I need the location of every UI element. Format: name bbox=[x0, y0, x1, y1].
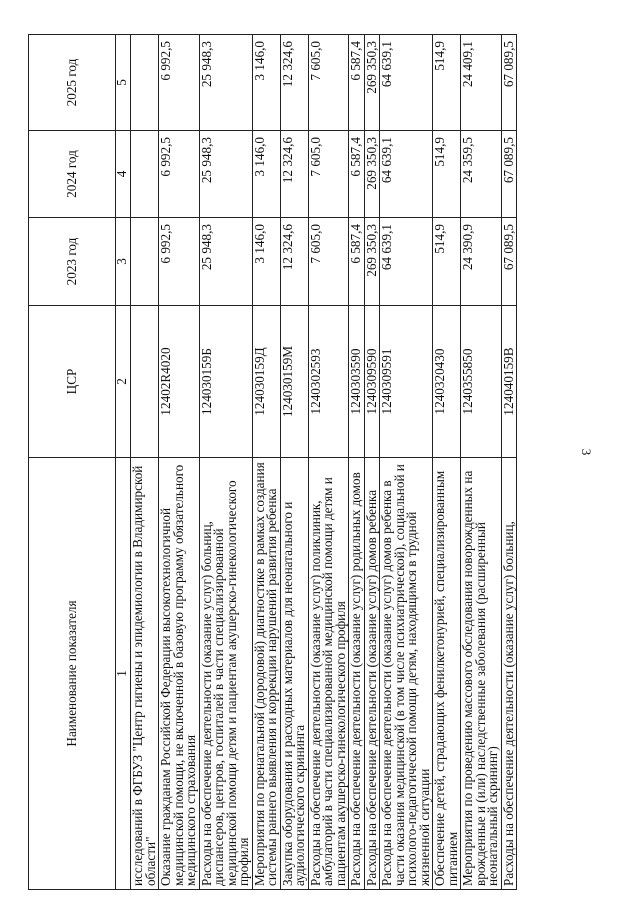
row-name: Расходы на обеспечение деятельности (оказание услуг) домов ребенка в части оказания медицинской (в том числе психиатрической), социальной и психолого-педагогической помощи детям, находящимся в трудной жизненной ситуации bbox=[380, 458, 433, 890]
row-value-2024: 24 359,5 bbox=[461, 131, 502, 218]
row-value-2024: 6 992,5 bbox=[159, 131, 200, 218]
row-code: 124030159Д bbox=[252, 306, 280, 458]
table-row bbox=[433, 35, 461, 890]
row-code: 1240355850 bbox=[461, 306, 502, 458]
column-number: 2 bbox=[116, 306, 131, 458]
row-code: 1240302593 bbox=[308, 306, 349, 458]
table-row bbox=[308, 35, 349, 890]
row-value-2023: 6 587,4 bbox=[349, 218, 365, 306]
table-row bbox=[501, 35, 517, 890]
row-name: Мероприятия по пренатальной (дородовой) диагностике в рамках создания системы раннего выявления и коррекции нарушений развития ребенка bbox=[252, 458, 280, 890]
row-name: Расходы на обеспечение деятельности (оказание услуг) родильных домов bbox=[349, 458, 365, 890]
row-code: 1240309590 bbox=[364, 306, 380, 458]
row-value-2023: 3 146,0 bbox=[252, 218, 280, 306]
row-value-2024: 269 350,3 bbox=[364, 131, 380, 218]
row-value-2025: 24 409,1 bbox=[461, 35, 502, 131]
row-value-2023: 67 089,5 bbox=[501, 218, 517, 306]
row-name: Расходы на обеспечение деятельности (оказание услуг) больниц, диспансеров, центров, госпиталей в части специализированной медицинской помощи детям и пациентам акушерско-гинекологического профиля bbox=[199, 458, 252, 890]
row-value-2025: 3 146,0 bbox=[252, 35, 280, 131]
table-row bbox=[280, 35, 308, 890]
row-code bbox=[131, 306, 159, 458]
row-name: Оказание гражданам Российской Федерации высокотехнологичной медицинской помощи, не включенной в базовую программу обязательного медицинского страхования bbox=[159, 458, 200, 890]
table-row bbox=[461, 35, 502, 890]
row-value-2025: 64 639,1 bbox=[380, 35, 433, 131]
rotated-page bbox=[28, 35, 517, 890]
row-code: 124030159Б bbox=[199, 306, 252, 458]
column-number-row bbox=[116, 35, 131, 890]
row-value-2024: 25 948,3 bbox=[199, 131, 252, 218]
row-value-2024: 7 605,0 bbox=[308, 131, 349, 218]
table-row bbox=[380, 35, 433, 890]
table-row bbox=[364, 35, 380, 890]
row-code: 1240303590 bbox=[349, 306, 365, 458]
row-code: 1240309591 bbox=[380, 306, 433, 458]
row-value-2025: 67 089,5 bbox=[501, 35, 517, 131]
table-row bbox=[252, 35, 280, 890]
table-row bbox=[159, 35, 200, 890]
row-value-2024 bbox=[131, 131, 159, 218]
column-number: 3 bbox=[116, 218, 131, 306]
header-2025: 2025 год bbox=[29, 35, 116, 131]
row-value-2023: 12 324,6 bbox=[280, 218, 308, 306]
budget-table bbox=[28, 34, 517, 890]
row-name: исследований в ФГБУЗ "Центр гигиены и эпидемиологии в Владимирской области" bbox=[131, 458, 159, 890]
row-value-2025: 12 324,6 bbox=[280, 35, 308, 131]
header-2023: 2023 год bbox=[29, 218, 116, 306]
row-value-2024: 6 587,4 bbox=[349, 131, 365, 218]
header-indicator-name: Наименование показателя bbox=[29, 458, 116, 890]
row-value-2024: 12 324,6 bbox=[280, 131, 308, 218]
row-value-2025: 25 948,3 bbox=[199, 35, 252, 131]
row-value-2023: 25 948,3 bbox=[199, 218, 252, 306]
header-2024: 2024 год bbox=[29, 131, 116, 218]
column-number: 1 bbox=[116, 458, 131, 890]
row-value-2023: 269 350,3 bbox=[364, 218, 380, 306]
column-number: 5 bbox=[116, 35, 131, 131]
row-name: Расходы на обеспечение деятельности (оказание услуг) домов ребенка bbox=[364, 458, 380, 890]
page-number: 3 bbox=[579, 448, 594, 456]
row-code: 1240320430 bbox=[433, 306, 461, 458]
row-value-2025: 269 350,3 bbox=[364, 35, 380, 131]
column-number: 4 bbox=[116, 131, 131, 218]
row-code: 12402R4020 bbox=[159, 306, 200, 458]
row-name: Расходы на обеспечение деятельности (оказание услуг) поликлиник, амбулаторий в части специализированной медицинской помощи детям и пациентам акушерско-гинекологического профиля bbox=[308, 458, 349, 890]
table-row bbox=[199, 35, 252, 890]
row-name: Мероприятия по проведению массового обследования новорожденных на врожденные и (или) наследственные заболевания (расширенный неонатальный скрининг) bbox=[461, 458, 502, 890]
row-value-2024: 3 146,0 bbox=[252, 131, 280, 218]
row-value-2024: 514,9 bbox=[433, 131, 461, 218]
row-value-2023: 6 992,5 bbox=[159, 218, 200, 306]
row-value-2025: 6 587,4 bbox=[349, 35, 365, 131]
header-row bbox=[29, 35, 116, 890]
row-value-2025 bbox=[131, 35, 159, 131]
row-value-2024: 67 089,5 bbox=[501, 131, 517, 218]
row-value-2025: 514,9 bbox=[433, 35, 461, 131]
row-name: Расходы на обеспечение деятельности (оказание услуг) больниц, bbox=[501, 458, 517, 890]
row-name: Закупка оборудования и расходных материалов для неонатального и аудиологического скрининга bbox=[280, 458, 308, 890]
row-code: 124040159В bbox=[501, 306, 517, 458]
row-name: Обеспечение детей, страдающих фенилкетонурией, специализированным питанием bbox=[433, 458, 461, 890]
row-value-2024: 64 639,1 bbox=[380, 131, 433, 218]
row-value-2023 bbox=[131, 218, 159, 306]
row-value-2023: 24 390,9 bbox=[461, 218, 502, 306]
row-value-2023: 7 605,0 bbox=[308, 218, 349, 306]
row-code: 124030159М bbox=[280, 306, 308, 458]
row-value-2025: 7 605,0 bbox=[308, 35, 349, 131]
header-csr: ЦСР bbox=[29, 306, 116, 458]
row-value-2025: 6 992,5 bbox=[159, 35, 200, 131]
row-value-2023: 64 639,1 bbox=[380, 218, 433, 306]
table-row bbox=[131, 35, 159, 890]
table-row bbox=[349, 35, 365, 890]
row-value-2023: 514,9 bbox=[433, 218, 461, 306]
